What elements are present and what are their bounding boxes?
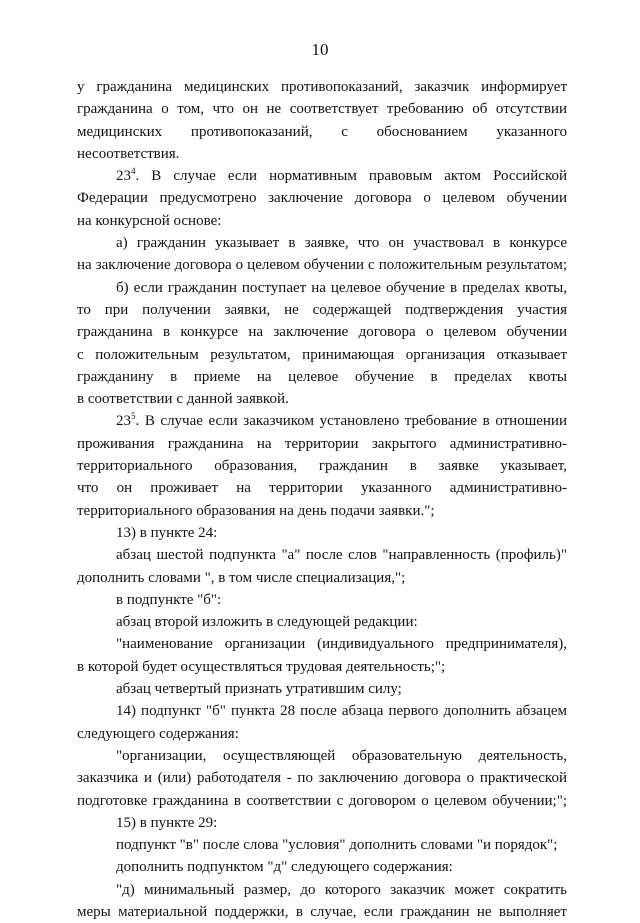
text-line-content: территориального образования, гражданин в заявке указывает, <box>77 458 567 475</box>
text-line-content: в подпункте "б": <box>116 591 222 608</box>
text-line <box>77 790 567 812</box>
text-line <box>77 812 567 834</box>
text-line <box>77 187 567 209</box>
text-line-content: меры материальной поддержки, в случае, если гражданин не выполняет <box>77 903 567 920</box>
body-text <box>77 76 567 923</box>
text-line-content: а) гражданин указывает в заявке, что он участвовал в конкурсе <box>116 235 567 252</box>
text-line-content: проживания гражданина на территории закрытого административно- <box>77 435 567 452</box>
text-line-content: у гражданина медицинских противопоказаний, заказчик информирует <box>77 79 567 95</box>
text-line-content: что он проживает на территории указанного административно- <box>77 480 567 497</box>
text-line-content: 13) в пункте 24: <box>116 524 218 541</box>
text-line <box>77 611 567 633</box>
clause-number: 23 <box>116 413 131 430</box>
text-line-content: "организации, осуществляющей образовательную деятельность, <box>116 747 567 764</box>
text-line <box>77 856 567 878</box>
text-line-content: . В случае если заказчиком установлено требование в отношении <box>135 413 567 430</box>
text-line-content: медицинских противопоказаний, с обоснованием указанного <box>77 123 567 140</box>
text-line <box>77 834 567 856</box>
text-line-content: гражданину в приеме на целевое обучение в пределах квоты <box>77 368 567 385</box>
text-line-content: подпункт "в" после слова "условия" дополнить словами "и порядок"; <box>116 837 558 854</box>
text-line <box>77 477 567 499</box>
text-line <box>77 678 567 700</box>
text-line <box>77 500 567 522</box>
text-line-content: абзац четвертый признать утратившим силу; <box>116 681 402 698</box>
text-line-content: заказчика и (или) работодателя - по заключению договора о практической <box>77 770 567 787</box>
text-line-content: в соответствии с данной заявкой. <box>77 391 289 408</box>
text-line <box>77 165 567 187</box>
text-line-content: Федерации предусмотрено заключение договора о целевом обучении <box>77 190 567 207</box>
text-line <box>77 121 567 143</box>
text-line <box>77 143 567 165</box>
text-line <box>77 98 567 120</box>
text-line <box>77 567 567 589</box>
text-line <box>77 254 567 276</box>
text-line-content: гражданина в конкурсе на заключение договора о целевом обучении <box>77 324 567 341</box>
text-line-content: с положительным результатом, принимающая организация отказывает <box>77 346 567 363</box>
text-line-content: в которой будет осуществляться трудовая деятельность;"; <box>77 658 446 675</box>
clause-number: 23 <box>116 168 131 185</box>
text-line-content: 14) подпункт "б" пункта 28 после абзаца первого дополнить абзацем <box>116 703 567 720</box>
text-line-content: то при получении заявки, не содержащей подтверждения участия <box>77 301 567 318</box>
clause-superscript: 5 <box>131 411 136 422</box>
text-line-content: дополнить словами ", в том числе специализация,"; <box>77 569 406 586</box>
text-line-content: абзац шестой подпункта "а" после слов "направленность (профиль)" <box>116 547 567 564</box>
text-line <box>77 433 567 455</box>
text-line-content: б) если гражданин поступает на целевое обучение в пределах квоты, <box>116 279 567 296</box>
text-line-content: на конкурсной основе: <box>77 212 222 229</box>
text-line <box>77 210 567 232</box>
text-line-content: дополнить подпунктом "д" следующего содержания: <box>116 859 453 876</box>
text-line <box>77 455 567 477</box>
text-line-content: территориального образования на день подачи заявки."; <box>77 502 435 519</box>
text-line <box>77 388 567 410</box>
text-line-content: "наименование организации (индивидуального предпринимателя), <box>116 636 567 653</box>
text-line <box>77 633 567 655</box>
text-line <box>77 723 567 745</box>
text-line <box>77 410 567 432</box>
text-line <box>77 589 567 611</box>
text-line <box>77 321 567 343</box>
text-line <box>77 76 567 98</box>
text-line-content: несоответствия. <box>77 145 180 162</box>
text-line <box>77 299 567 321</box>
text-line-content: подготовке гражданина в соответствии с договором о целевом обучении;"; <box>77 792 567 809</box>
text-line-content: гражданина о том, что он не соответствует требованию об отсутствии <box>77 101 567 118</box>
text-line-content: на заключение договора о целевом обучении с положительным результатом; <box>77 257 567 274</box>
text-line-content: следующего содержания: <box>77 725 239 742</box>
clause-superscript: 4 <box>131 166 136 177</box>
text-line <box>77 232 567 254</box>
text-line <box>77 879 567 901</box>
text-line <box>77 522 567 544</box>
text-line <box>77 277 567 299</box>
text-line <box>77 700 567 722</box>
text-line <box>77 745 567 767</box>
text-line-content: . В случае если нормативным правовым актом Российской <box>135 168 567 185</box>
text-line <box>77 366 567 388</box>
text-line <box>77 344 567 366</box>
text-line <box>77 901 567 923</box>
text-line-content: "д) минимальный размер, до которого заказчик может сократить <box>116 881 567 898</box>
text-line <box>77 656 567 678</box>
page-number: 10 <box>311 40 329 59</box>
text-line-content: абзац второй изложить в следующей редакции: <box>116 614 418 631</box>
text-line-content: 15) в пункте 29: <box>116 814 218 831</box>
text-line <box>77 767 567 789</box>
text-line <box>77 544 567 566</box>
